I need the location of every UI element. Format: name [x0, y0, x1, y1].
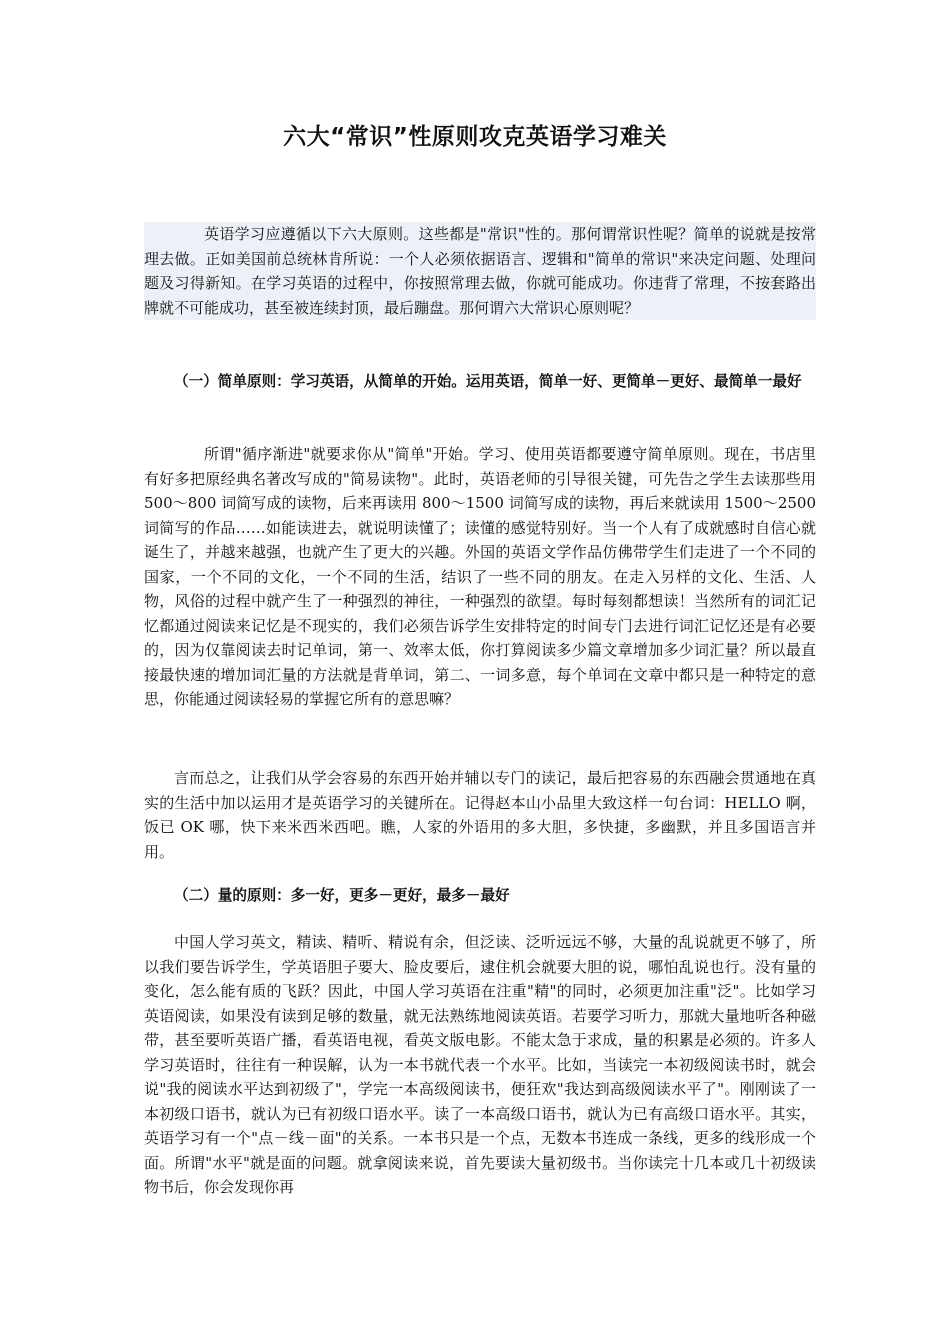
document-title: 六大“常识”性原则攻克英语学习难关 [283, 124, 667, 150]
section1-heading: （一）简单原则：学习英语，从简单的开始。运用英语，简单一好、更简单－更好、最简单一最好 [174, 373, 802, 390]
section1-paragraph-1: 所谓"循序渐进"就要求你从"简单"开始。学习、使用英语都要遵守简单原则。现在，书店里有好多把原经典名著改写成的"简易读物"。此时，英语老师的引导很关键，可先告之学生去读那些用 500～800 词简写成的读物，后来再读用 800～1500 词简写成的读物，再后来就读用 1500～2500 词简写的作品……如能读进去，就说明读懂了；读懂的感觉特别好。当一个人有了成就感时自信心就诞生了，并越来越强，也就产生了更大的兴趣。外国的英语文学作品仿佛带学生们走进了一个不同的国家，一个不同的文化，一个不同的生活，结识了一些不同的朋友。在走入另样的文化、生活、人物，风俗的过程中就产生了一种强烈的神往，一种强烈的欲望。每时每刻都想读！当然所有的词汇记忆都通过阅读来记忆是不现实的，我们必须告诉学生安排特定的时间专门去进行词汇记忆还是有必要的，因为仅靠阅读去时记单词，第一、效率太低，你打算阅读多少篇文章增加多少词汇量？所以最直接最快速的增加词汇量的方法就是背单词，第二、一词多意，每个单词在文章中都只是一种特定的意思，你能通过阅读轻易的掌握它所有的意思嘛？ [144, 445, 816, 708]
section1-paragraph-2: 言而总之，让我们从学会容易的东西开始并辅以专门的读记，最后把容易的东西融会贯通地在真实的生活中加以运用才是英语学习的关键所在。记得赵本山小品里大致这样一句台词：HELLO 啊，饭已 OK 哪，快下来米西米西吧。瞧，人家的外语用的多大胆，多快捷，多幽默，并且多国语言并用。 [144, 769, 816, 861]
section2-paragraph-1: 中国人学习英文，精读、精听、精说有余，但泛读、泛听远远不够，大量的乱说就更不够了，所以我们要告诉学生，学英语胆子要大、脸皮要后，逮住机会就要大胆的说，哪怕乱说也行。没有量的变化，怎么能有质的飞跃？因此，中国人学习英语在注重"精"的同时，必须更加注重"泛"。比如学习英语阅读，如果没有读到足够的数量，就无法熟练地阅读英语。若要学习听力，那就大量地听各种磁带，甚至要听英语广播，看英语电视，看英文版电影。不能太急于求成，量的积累是必须的。许多人学习英语时，往往有一种误解，认为一本书就代表一个水平。比如，当读完一本初级阅读书时，就会说"我的阅读水平达到初级了"，学完一本高级阅读书，便狂欢"我达到高级阅读水平了"。刚刚读了一本初级口语书，就认为已有初级口语水平。读了一本高级口语书，就认为已有高级口语水平。其实，英语学习有一个"点－线－面"的关系。一本书只是一个点，无数本书连成一条线，更多的线形成一个面。所谓"水平"就是面的问题。就拿阅读来说，首先要读大量初级书。当你读完十几本或几十初级读物书后，你会发现你再 [144, 933, 816, 1196]
section2-heading: （二）量的原则：多一好，更多－更好，最多－最好 [174, 887, 510, 904]
intro-paragraph: 英语学习应遵循以下六大原则。这些都是"常识"性的。那何谓常识性呢？简单的说就是按常理去做。正如美国前总统林肯所说：一个人必须依据语言、逻辑和"简单的常识"来决定问题、处理问题及习得新知。在学习英语的过程中，你按照常理去做，你就可能成功。你违背了常理，不按套路出牌就不可能成功，甚至被连续封顶，最后蹦盘。那何谓六大常识心原则呢？ [144, 222, 816, 320]
